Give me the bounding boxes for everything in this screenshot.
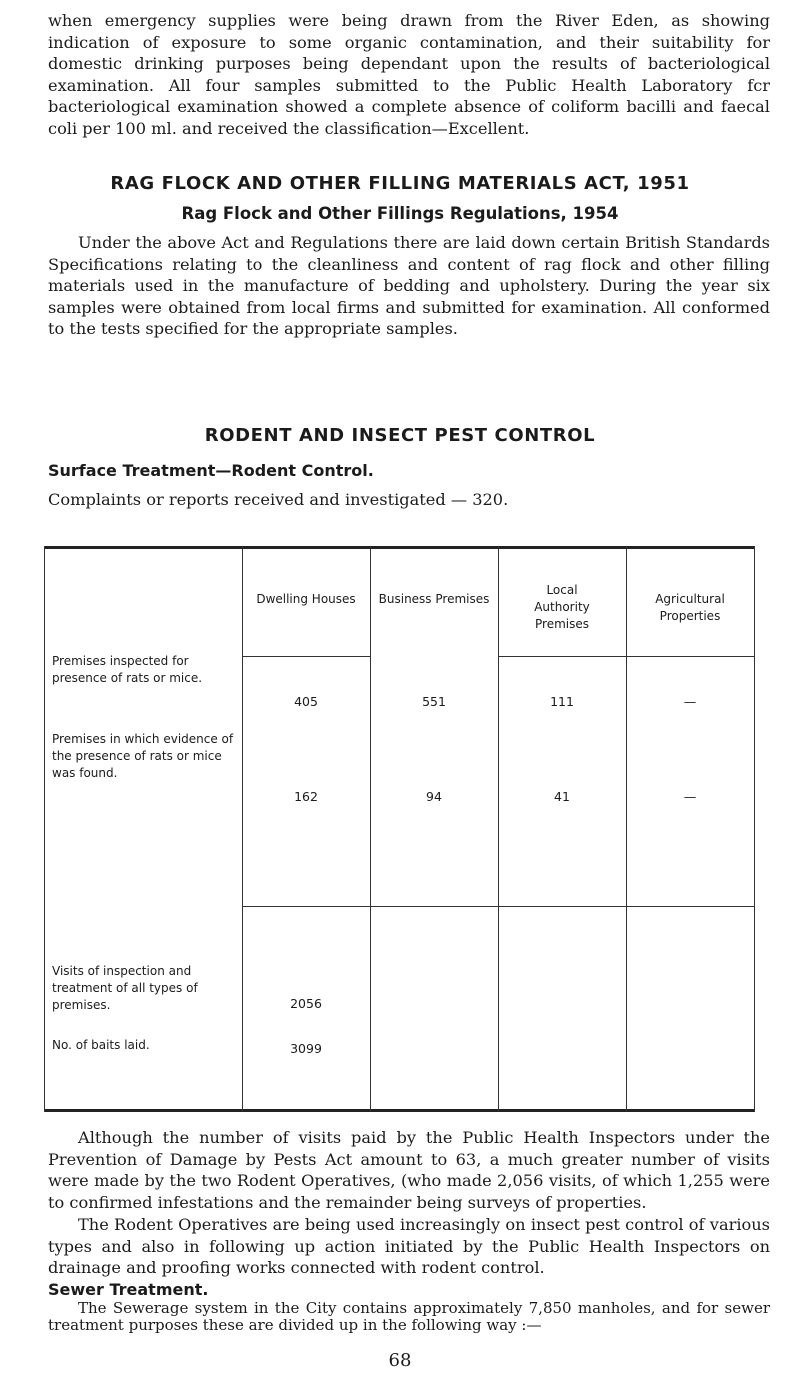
surface-treatment-subheading: Surface Treatment—Rodent Control. <box>48 461 374 480</box>
row-label-baits: No. of baits laid. <box>52 1038 150 1052</box>
table-top-rule <box>44 546 755 549</box>
cell-inspected-business: 551 <box>422 694 446 709</box>
table-left-border <box>44 546 45 1112</box>
rag-heading: RAG FLOCK AND OTHER FILLING MATERIALS ACT, 1951 <box>110 173 690 194</box>
rodent-control-table <box>44 546 755 1112</box>
col-header-business-premises: Business Premises <box>378 592 490 606</box>
after-table-paragraph-1: Although the number of visits paid by the Public Health Inspectors under the Prevention of Damage by Pests Act amount to 63, a much greater number of visits were made by the two Rodent Operatives, (who made 2,056 visits, of which 1,255 were to confirmed infestations and the remainder being surveys of properties. <box>48 1128 770 1212</box>
section-divider <box>242 906 754 907</box>
rag-subheading: Rag Flock and Other Fillings Regulations, 1954 <box>181 204 619 223</box>
cell-visits-dwelling: 2056 <box>290 996 322 1011</box>
row-label-evidence-found: Premises in which evidence of the presence of rats or mice was found. <box>52 732 234 780</box>
col-header-local-authority: Local Authority Premises <box>534 583 590 631</box>
cell-inspected-dwelling: 405 <box>294 694 318 709</box>
complaints-line: Complaints or reports received and investigated — 320. <box>48 490 509 509</box>
col-header-dwelling-houses: Dwelling Houses <box>256 592 356 606</box>
col-divider <box>626 546 627 1112</box>
rodent-heading: RODENT AND INSECT PEST CONTROL <box>204 425 596 446</box>
col-divider <box>242 546 243 1112</box>
row-label-visits: Visits of inspection and treatment of all types of premises. <box>52 964 198 1012</box>
cell-baits-dwelling: 3099 <box>290 1041 322 1056</box>
sewer-subheading: Sewer Treatment. <box>48 1280 209 1299</box>
table-right-border <box>754 546 755 1112</box>
cell-found-local-authority: 41 <box>554 789 570 804</box>
cell-found-agricultural: — <box>683 789 697 804</box>
page-number: 68 <box>388 1350 412 1371</box>
cell-inspected-agricultural: — <box>683 694 697 709</box>
sewer-paragraph: The Sewerage system in the City contains approximately 7,850 manholes, and for sewer treatment purposes these are divided up in the following way :— <box>48 1299 770 1334</box>
rag-paragraph: Under the above Act and Regulations there are laid down certain British Standards Specifications relating to the cleanliness and content of rag flock and other filling materials used in the manufacture of bedding and upholstery. During the year six samples were obtained from local firms and submitted for examination. All conformed to the tests specified for the appropriate samples. <box>48 233 770 338</box>
intro-paragraph: when emergency supplies were being drawn from the River Eden, as showing indication of exposure to some organic contamination, and their suitability for domestic drinking purposes being dependant upon the results of bacteriological examination. All four samples submitted to the Public Health Laboratory fcr bacteriological examination showed a complete absence of coliform bacilli and faecal coli per 100 ml. and received the classification—Excellent. <box>48 11 770 138</box>
cell-found-business: 94 <box>426 789 442 804</box>
cell-inspected-local-authority: 111 <box>550 694 574 709</box>
col-header-agricultural: Agricultural Properties <box>655 592 725 623</box>
table-bottom-rule <box>44 1109 755 1112</box>
cell-found-dwelling: 162 <box>294 789 318 804</box>
header-divider <box>498 656 754 657</box>
row-label-premises-inspected: Premises inspected for presence of rats or mice. <box>52 654 203 685</box>
header-divider <box>242 656 370 657</box>
col-divider <box>498 546 499 1112</box>
after-table-paragraph-2: The Rodent Operatives are being used increasingly on insect pest control of various types and also in following up action initiated by the Public Health Inspectors on drainage and proofing works connected with rodent control. <box>48 1215 770 1277</box>
col-divider <box>370 546 371 1112</box>
